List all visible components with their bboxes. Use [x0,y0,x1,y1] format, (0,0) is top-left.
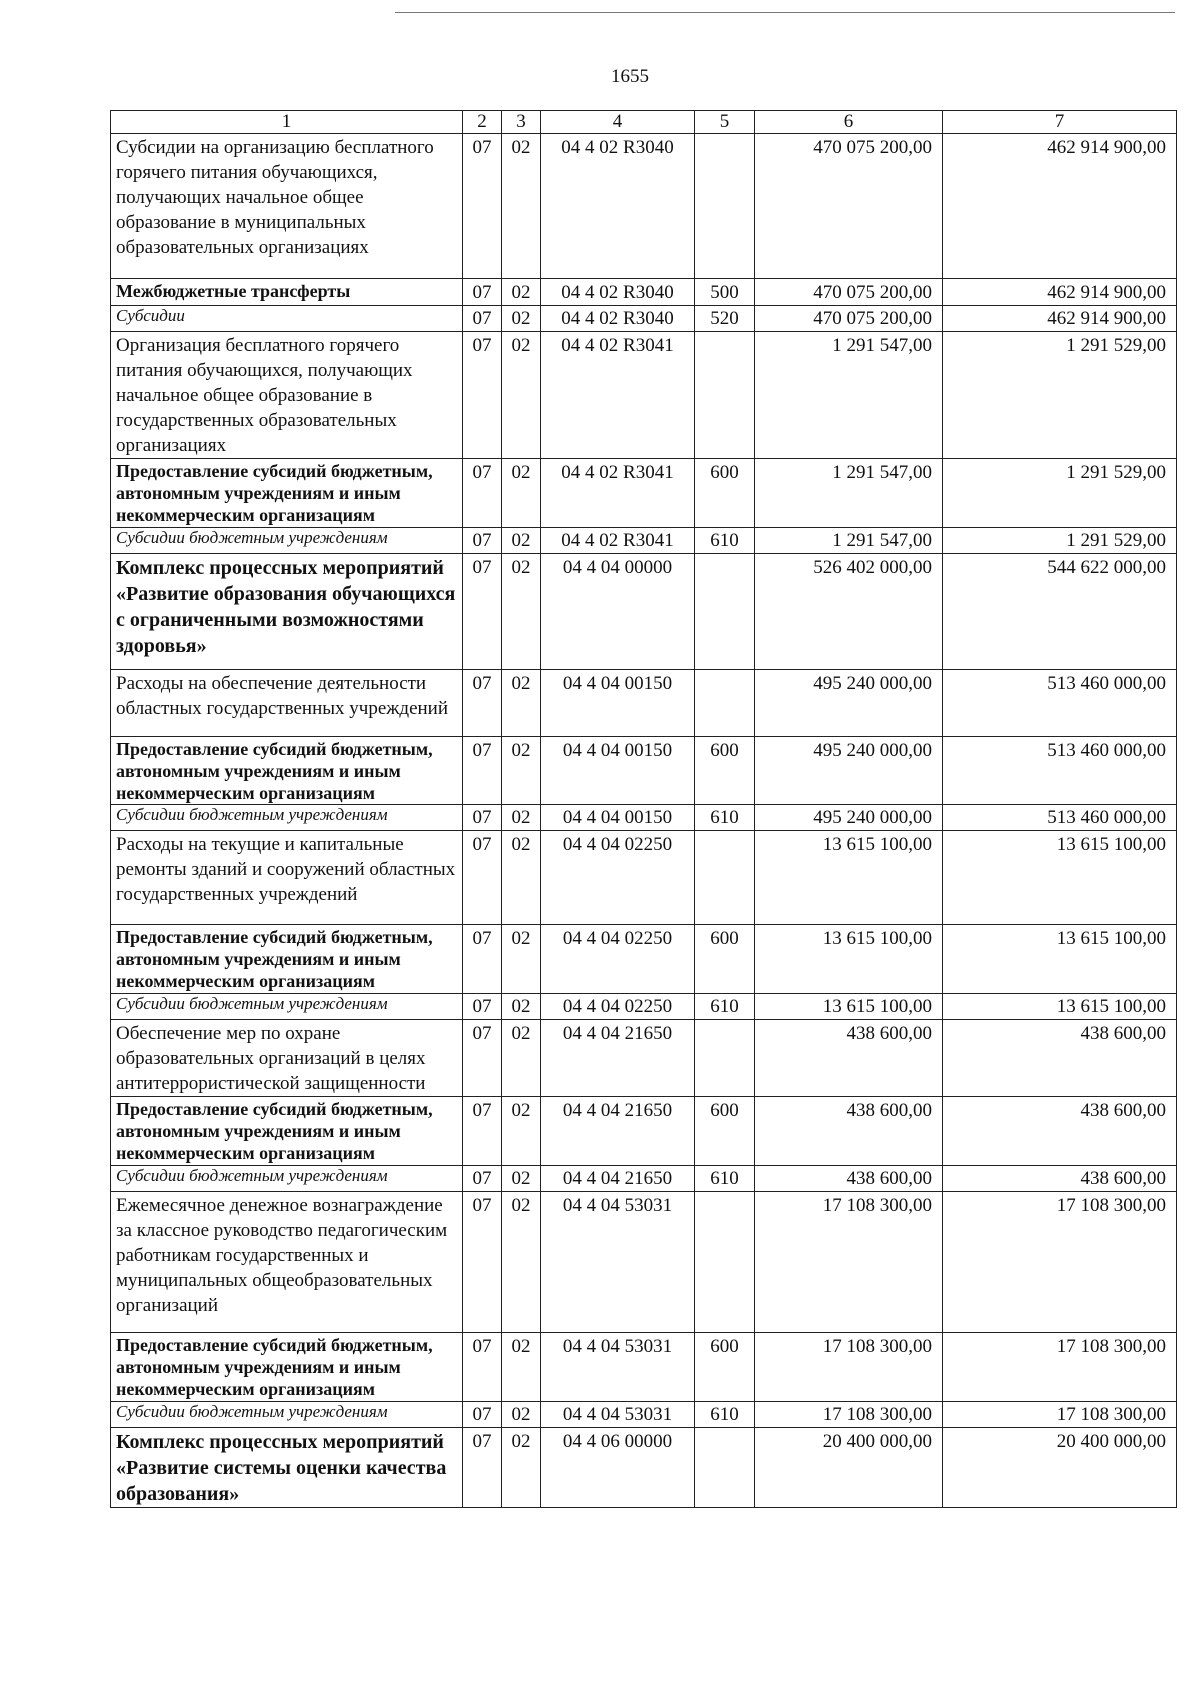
section-code-cell: 07 [463,1428,502,1508]
table-row [111,554,1177,670]
amount-year1-cell: 495 240 000,00 [755,737,943,805]
section-code-cell: 07 [463,528,502,554]
expense-type-cell: 600 [695,459,755,528]
table-row [111,925,1177,994]
expense-type-cell: 600 [695,1097,755,1166]
expense-type-cell: 610 [695,994,755,1020]
table-row [111,1428,1177,1508]
target-article-cell: 04 4 02 R3041 [541,332,695,459]
subsection-code-cell: 02 [502,332,541,459]
target-article-cell: 04 4 02 R3040 [541,134,695,279]
subsection-code-cell: 02 [502,1402,541,1428]
row-name-cell: Комплекс процессных мероприятий «Развитие образования обучающихся с ограниченными возможностями здоровья» [111,554,463,670]
subsection-code-cell: 02 [502,134,541,279]
target-article-cell: 04 4 04 21650 [541,1166,695,1192]
table-row [111,670,1177,737]
table-row [111,1097,1177,1166]
amount-year2-cell: 1 291 529,00 [943,332,1177,459]
expense-type-cell [695,1192,755,1333]
expense-type-cell [695,1020,755,1097]
amount-year2-cell: 438 600,00 [943,1166,1177,1192]
subsection-code-cell: 02 [502,831,541,925]
subsection-code-cell: 02 [502,279,541,306]
row-name-cell: Субсидии бюджетным учреждениям [111,1166,463,1192]
expense-type-cell [695,670,755,737]
table-row [111,1166,1177,1192]
target-article-cell: 04 4 04 21650 [541,1097,695,1166]
target-article-cell: 04 4 04 00150 [541,737,695,805]
expense-type-cell [695,134,755,279]
section-code-cell: 07 [463,554,502,670]
row-name-cell: Субсидии на организацию бесплатного горячего питания обучающихся, получающих начальное общее образование в муниципальных образовательных организациях [111,134,463,279]
expense-type-cell: 610 [695,1402,755,1428]
target-article-cell: 04 4 06 00000 [541,1428,695,1508]
target-article-cell: 04 4 04 00150 [541,670,695,737]
subsection-code-cell: 02 [502,994,541,1020]
row-name-cell: Субсидии бюджетным учреждениям [111,1402,463,1428]
amount-year2-cell: 513 460 000,00 [943,670,1177,737]
amount-year1-cell: 17 108 300,00 [755,1333,943,1402]
target-article-cell: 04 4 04 02250 [541,994,695,1020]
row-name-cell: Межбюджетные трансферты [111,279,463,306]
expense-type-cell: 600 [695,1333,755,1402]
header-cell: 3 [502,111,541,134]
row-name-cell: Предоставление субсидий бюджетным, автономным учреждениям и иным некоммерческим организациям [111,925,463,994]
section-code-cell: 07 [463,1166,502,1192]
section-code-cell: 07 [463,1333,502,1402]
amount-year2-cell: 13 615 100,00 [943,925,1177,994]
target-article-cell: 04 4 04 02250 [541,831,695,925]
amount-year2-cell: 17 108 300,00 [943,1192,1177,1333]
table-row [111,332,1177,459]
section-code-cell: 07 [463,831,502,925]
section-code-cell: 07 [463,306,502,332]
expense-type-cell: 610 [695,1166,755,1192]
subsection-code-cell: 02 [502,670,541,737]
amount-year2-cell: 1 291 529,00 [943,459,1177,528]
row-name-cell: Предоставление субсидий бюджетным, автономным учреждениям и иным некоммерческим организациям [111,1333,463,1402]
target-article-cell: 04 4 02 R3040 [541,279,695,306]
top-scan-rule [395,12,1175,13]
section-code-cell: 07 [463,332,502,459]
table-row [111,306,1177,332]
subsection-code-cell: 02 [502,1333,541,1402]
table-row [111,805,1177,831]
section-code-cell: 07 [463,279,502,306]
budget-table [110,110,1177,1508]
page-number: 1655 [611,66,649,87]
subsection-code-cell: 02 [502,1097,541,1166]
table-row [111,737,1177,805]
expense-type-cell [695,554,755,670]
expense-type-cell: 500 [695,279,755,306]
subsection-code-cell: 02 [502,1428,541,1508]
amount-year1-cell: 13 615 100,00 [755,831,943,925]
subsection-code-cell: 02 [502,925,541,994]
table-row [111,1020,1177,1097]
subsection-code-cell: 02 [502,1166,541,1192]
amount-year1-cell: 20 400 000,00 [755,1428,943,1508]
table-row [111,1402,1177,1428]
table-row [111,134,1177,279]
row-name-cell: Субсидии бюджетным учреждениям [111,528,463,554]
table-row [111,1333,1177,1402]
target-article-cell: 04 4 04 21650 [541,1020,695,1097]
target-article-cell: 04 4 04 02250 [541,925,695,994]
table-row [111,279,1177,306]
subsection-code-cell: 02 [502,528,541,554]
amount-year1-cell: 470 075 200,00 [755,279,943,306]
target-article-cell: 04 4 04 53031 [541,1192,695,1333]
amount-year2-cell: 544 622 000,00 [943,554,1177,670]
header-cell: 7 [943,111,1177,134]
expense-type-cell: 610 [695,805,755,831]
section-code-cell: 07 [463,737,502,805]
amount-year2-cell: 20 400 000,00 [943,1428,1177,1508]
amount-year2-cell: 17 108 300,00 [943,1333,1177,1402]
row-name-cell: Организация бесплатного горячего питания обучающихся, получающих начальное общее образование в государственных образовательных организациях [111,332,463,459]
table-row [111,528,1177,554]
row-name-cell: Предоставление субсидий бюджетным, автономным учреждениям и иным некоммерческим организациям [111,459,463,528]
header-cell: 2 [463,111,502,134]
expense-type-cell: 600 [695,925,755,994]
section-code-cell: 07 [463,1402,502,1428]
row-name-cell: Субсидии бюджетным учреждениям [111,805,463,831]
amount-year1-cell: 1 291 547,00 [755,528,943,554]
amount-year1-cell: 17 108 300,00 [755,1192,943,1333]
expense-type-cell [695,1428,755,1508]
subsection-code-cell: 02 [502,1020,541,1097]
amount-year2-cell: 513 460 000,00 [943,805,1177,831]
amount-year1-cell: 438 600,00 [755,1166,943,1192]
amount-year2-cell: 462 914 900,00 [943,134,1177,279]
amount-year1-cell: 470 075 200,00 [755,306,943,332]
amount-year1-cell: 438 600,00 [755,1097,943,1166]
section-code-cell: 07 [463,994,502,1020]
section-code-cell: 07 [463,670,502,737]
target-article-cell: 04 4 02 R3040 [541,306,695,332]
expense-type-cell: 520 [695,306,755,332]
subsection-code-cell: 02 [502,459,541,528]
row-name-cell: Расходы на обеспечение деятельности областных государственных учреждений [111,670,463,737]
expense-type-cell: 610 [695,528,755,554]
section-code-cell: 07 [463,805,502,831]
amount-year2-cell: 438 600,00 [943,1020,1177,1097]
target-article-cell: 04 4 04 53031 [541,1402,695,1428]
amount-year1-cell: 13 615 100,00 [755,925,943,994]
target-article-cell: 04 4 02 R3041 [541,459,695,528]
amount-year2-cell: 513 460 000,00 [943,737,1177,805]
amount-year1-cell: 1 291 547,00 [755,459,943,528]
section-code-cell: 07 [463,459,502,528]
table-row [111,994,1177,1020]
row-name-cell: Обеспечение мер по охране образовательных организаций в целях антитеррористической защищенности [111,1020,463,1097]
subsection-code-cell: 02 [502,554,541,670]
row-name-cell: Предоставление субсидий бюджетным, автономным учреждениям и иным некоммерческим организациям [111,1097,463,1166]
target-article-cell: 04 4 04 00150 [541,805,695,831]
row-name-cell: Расходы на текущие и капитальные ремонты зданий и сооружений областных государственных учреждений [111,831,463,925]
amount-year2-cell: 13 615 100,00 [943,994,1177,1020]
table-row [111,831,1177,925]
amount-year1-cell: 438 600,00 [755,1020,943,1097]
table-header-row [111,111,1177,134]
amount-year2-cell: 462 914 900,00 [943,306,1177,332]
section-code-cell: 07 [463,925,502,994]
row-name-cell: Ежемесячное денежное вознаграждение за классное руководство педагогическим работникам государственных и муниципальных общеобразовательных организаций [111,1192,463,1333]
amount-year2-cell: 462 914 900,00 [943,279,1177,306]
amount-year2-cell: 1 291 529,00 [943,528,1177,554]
subsection-code-cell: 02 [502,737,541,805]
section-code-cell: 07 [463,1097,502,1166]
header-cell: 5 [695,111,755,134]
amount-year2-cell: 438 600,00 [943,1097,1177,1166]
row-name-cell: Субсидии бюджетным учреждениям [111,994,463,1020]
header-cell: 1 [111,111,463,134]
amount-year1-cell: 526 402 000,00 [755,554,943,670]
header-cell: 6 [755,111,943,134]
table-row [111,459,1177,528]
subsection-code-cell: 02 [502,1192,541,1333]
row-name-cell: Предоставление субсидий бюджетным, автономным учреждениям и иным некоммерческим организациям [111,737,463,805]
row-name-cell: Субсидии [111,306,463,332]
section-code-cell: 07 [463,1020,502,1097]
amount-year1-cell: 13 615 100,00 [755,994,943,1020]
subsection-code-cell: 02 [502,306,541,332]
amount-year1-cell: 1 291 547,00 [755,332,943,459]
row-name-cell: Комплекс процессных мероприятий «Развитие системы оценки качества образования» [111,1428,463,1508]
target-article-cell: 04 4 04 53031 [541,1333,695,1402]
subsection-code-cell: 02 [502,805,541,831]
header-cell: 4 [541,111,695,134]
amount-year1-cell: 17 108 300,00 [755,1402,943,1428]
expense-type-cell [695,831,755,925]
target-article-cell: 04 4 04 00000 [541,554,695,670]
target-article-cell: 04 4 02 R3041 [541,528,695,554]
section-code-cell: 07 [463,1192,502,1333]
expense-type-cell [695,332,755,459]
amount-year2-cell: 17 108 300,00 [943,1402,1177,1428]
table-row [111,1192,1177,1333]
amount-year1-cell: 495 240 000,00 [755,670,943,737]
expense-type-cell: 600 [695,737,755,805]
amount-year1-cell: 470 075 200,00 [755,134,943,279]
section-code-cell: 07 [463,134,502,279]
amount-year2-cell: 13 615 100,00 [943,831,1177,925]
amount-year1-cell: 495 240 000,00 [755,805,943,831]
